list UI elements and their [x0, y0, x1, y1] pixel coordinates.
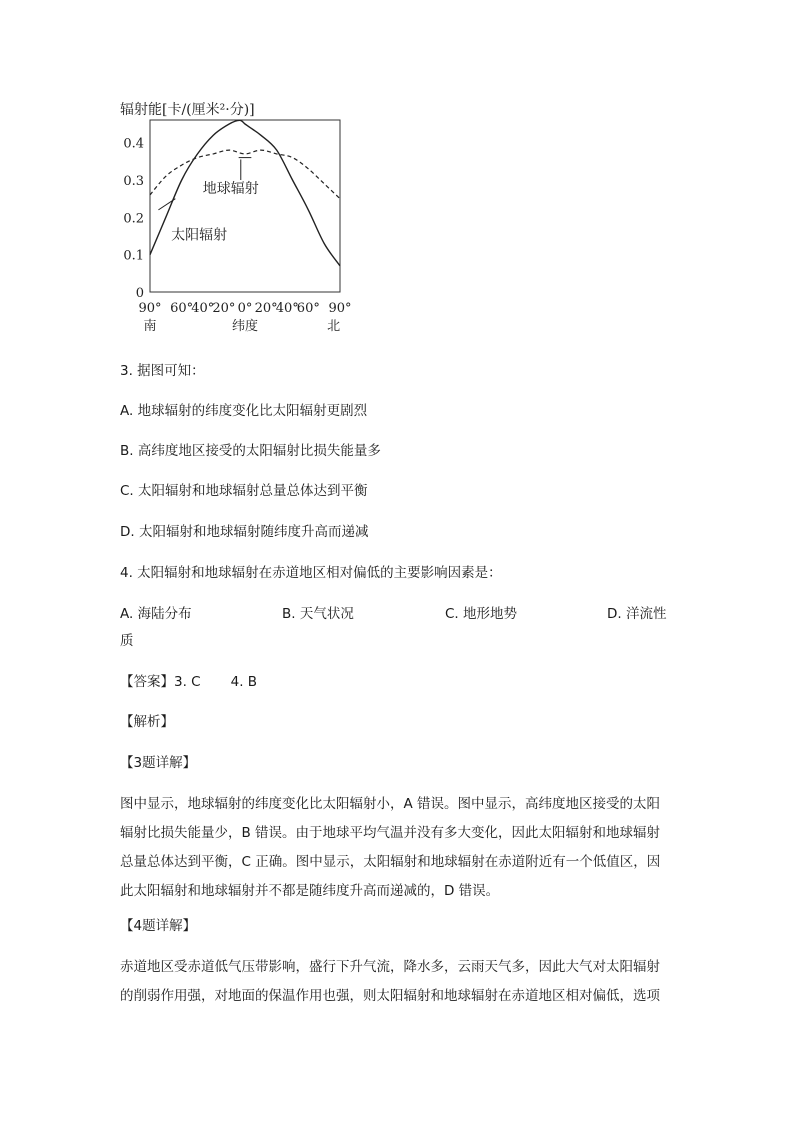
q4-stem: 4. 太阳辐射和地球辐射在赤道地区相对偏低的主要影响因素是： [120, 565, 502, 581]
q4-option-b: B. 天气状况 [282, 606, 354, 622]
x-end-label-north: 北 [327, 319, 341, 334]
x-tick-label: 60° [296, 301, 320, 316]
detail3-line: 图中显示，地球辐射的纬度变化比太阳辐射小，A 错误。图中显示，高纬度地区接受的太阳 [120, 796, 661, 812]
detail4-title: 【4题详解】 [120, 918, 197, 934]
plot-area [150, 120, 340, 292]
x-tick-label: 20° [254, 301, 278, 316]
q4-option-d-wrap: 质 [120, 633, 134, 649]
answer-value: 3. C 4. B [174, 674, 258, 690]
detail4-body [120, 953, 676, 1011]
answer-line [120, 671, 257, 693]
x-axis-label: 纬度 [231, 319, 259, 334]
x-tick-label: 90° [138, 301, 162, 316]
q4-option-a: A. 海陆分布 [120, 606, 192, 622]
x-end-label-south: 南 [143, 319, 157, 334]
radiation-chart [118, 96, 378, 336]
q3-option-c: C. 太阳辐射和地球辐射总量总体达到平衡 [120, 483, 368, 499]
y-tick-label: 0.2 [123, 211, 144, 227]
x-tick-label: 90° [328, 301, 352, 316]
detail3-title: 【3题详解】 [120, 755, 197, 771]
detail4-line: 的削弱作用强，对地面的保温作用也强，则太阳辐射和地球辐射在赤道地区相对偏低，选项 [120, 988, 660, 1004]
annotation-label: 地球辐射 [202, 181, 259, 198]
q4-option-c: C. 地形地势 [445, 606, 518, 622]
annotation-label: 太阳辐射 [171, 227, 228, 244]
y-tick-label: 0 [135, 286, 144, 301]
plot-frame [150, 120, 340, 292]
detail3-line: 此太阳辐射和地球辐射并不都是随纬度升高而递减的，D 错误。 [120, 883, 500, 899]
x-tick-label: 40° [275, 301, 299, 316]
detail3-line: 辐射比损失能量少，B 错误。由于地球平均气温并没有多大变化，因此太阳辐射和地球辐射 [120, 825, 661, 841]
q3-stem: 3. 据图可知： [120, 363, 205, 379]
y-tick-label: 0.3 [123, 174, 144, 189]
x-tick-label: 60° [170, 301, 194, 316]
answer-label: 【答案】 [120, 674, 174, 690]
x-tick-label: 20° [212, 301, 236, 316]
detail3-body [120, 790, 676, 906]
x-tick-label: 40° [191, 301, 215, 316]
annotation-leader [158, 199, 175, 210]
detail3-line: 总量总体达到平衡，C 正确。图中显示，太阳辐射和地球辐射在赤道附近有一个低值区，因 [120, 854, 661, 870]
q4-option-d: D. 洋流性 [607, 606, 667, 622]
q3-option-d: D. 太阳辐射和地球辐射随纬度升高而递减 [120, 524, 369, 540]
q3-option-a: A. 地球辐射的纬度变化比太阳辐射更剧烈 [120, 403, 368, 419]
q3-option-b: B. 高纬度地区接受的太阳辐射比损失能量多 [120, 443, 381, 459]
y-axis-label: 辐射能[卡/(厘米²·分)] [120, 102, 255, 118]
y-tick-label: 0.4 [123, 136, 144, 152]
detail4-line: 赤道地区受赤道低气压带影响，盛行下升气流，降水多，云雨天气多，因此大气对太阳辐射 [120, 959, 660, 975]
y-tick-label: 0.1 [123, 248, 144, 264]
analysis-label: 【解析】 [120, 714, 174, 730]
x-tick-label: 0° [237, 301, 253, 316]
